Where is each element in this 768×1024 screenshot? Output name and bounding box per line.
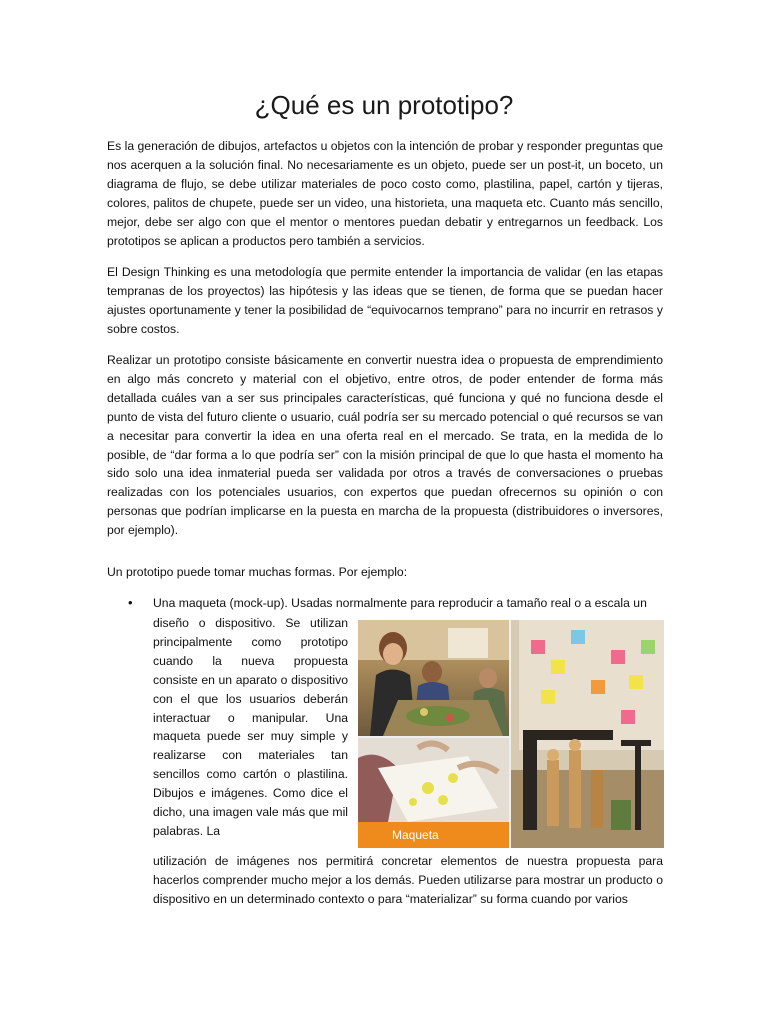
bullet-icon: • [128, 595, 133, 610]
paper-prototype-photo [358, 738, 509, 848]
image-caption-maqueta: Maqueta [358, 822, 509, 848]
paragraph-design-thinking: El Design Thinking es una metodología que permite entender la importancia de validar (en las etapas tempranas de los proyectos) las hipótesis y las ideas que se tienen, de forma que se puedan hacer ajustes oportunamente y tener la posibilidad de “equivocarnos temprano” para no incurrir en retrasos y sobre costos. [107, 265, 663, 336]
paragraph-realizar-prototipo: Realizar un prototipo consiste básicamente en convertir nuestra idea o propuesta de emprendimiento en algo más concreto y material con el objetivo, entre otros, de poder entender de forma más detallada cuáles van a ser sus principales características, qué funciona y qué no funciona desde el punto de vista del futuro cliente o usuario, cuál podría ser su mercado potencial o qué recursos se van a necesitar para convertir la idea en una oferta real en el mercado. Se trata, en la medida de lo posible, de “dar forma a lo que podría ser” con la misión principal de que lo que hasta el momento ha sido solo una idea inmaterial pueda ser validada por otros a través de conversaciones o pruebas realizadas con los potenciales usuarios, con expertos que puedan ofrecernos su opinión o con personas que podrían implicarse en la puesta en marcha de la propuesta (distribuidores o inversores, por ejemplo). [107, 353, 663, 538]
bullet-item-maqueta-continuation: utilización de imágenes nos permitirá concretar elementos de nuestra propuesta para hacerlos comprender mucho mejor a los demás. Pueden utilizarse para mostrar un producto o dispositivo en un determinado contexto o para “materializar” su forma cuando por varios [153, 854, 663, 906]
workshop-photo [358, 620, 509, 736]
page-title: ¿Qué es un prototipo? [254, 90, 514, 120]
paragraph-formas-intro: Un prototipo puede tomar muchas formas. Por ejemplo: [107, 565, 408, 579]
maqueta-photo-collage [358, 620, 664, 848]
bullet-item-maqueta-first-line: Una maqueta (mock-up). Usadas normalmente para reproducir a tamaño real o a escala un [153, 596, 647, 610]
paragraph-definition: Es la generación de dibujos, artefactos u objetos con la intención de probar y responder preguntas que nos acerquen a la solución final. No necesariamente es un objeto, puede ser un post-it, un boceto, un diagrama de flujo, se debe utilizar materiales de poco costo como, plastilina, papel, cartón y tijeras, colores, palitos de chupete, puede ser un video, una historieta, una maqueta etc. Cuanto más sencillo, mejor, debe ser algo con que el mentor o mentores puedan debatir y entregarnos un feedback. Los prototipos se aplican a productos pero también a servicios. [107, 139, 663, 248]
bullet-item-maqueta-wrap-text: diseño o dispositivo. Se utilizan principalmente como prototipo cuando la nueva propuesta consiste en un aparato o dispositivo con el que los usuarios deberán interactuar o manipular. Una maqueta puede ser muy simple y realizarse con materiales tan sencillos como cartón o plastilina. Dibujos e imágenes. Como dice el dicho, una imagen vale más que mil palabras. La [153, 616, 348, 838]
model-blocks-photo [511, 620, 664, 848]
